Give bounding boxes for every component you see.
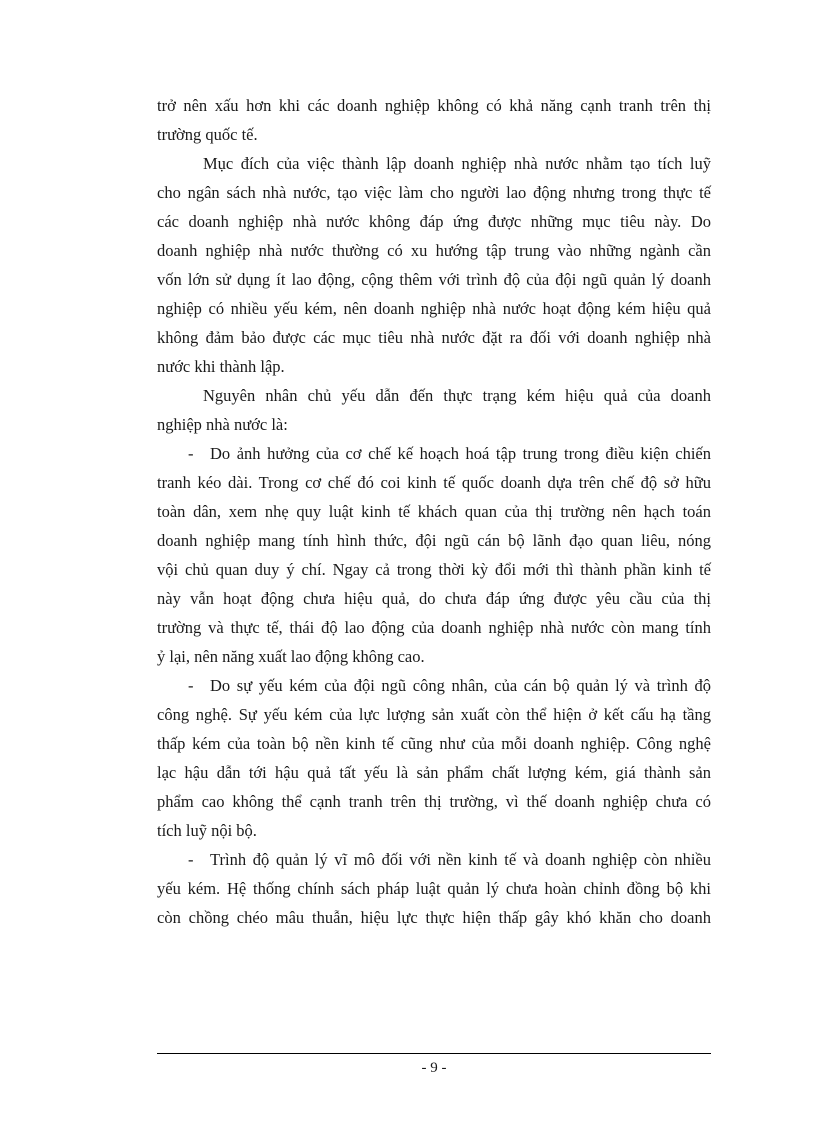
bullet-dash: -: [188, 676, 194, 695]
bullet-first-line: [157, 850, 711, 870]
text-line: nước khi thành lập.: [157, 357, 285, 376]
paragraph-causes-intro: [157, 386, 711, 435]
text-line: còn chồng chéo mâu thuẫn, hiệu lực thực hiện thấp gây khó khăn cho doanh: [157, 908, 711, 927]
text-line: vội chủ quan duy ý chí. Ngay cả trong thời kỳ đổi mới thì thành phần kinh tế: [157, 560, 711, 579]
bullet-first-line: [157, 444, 711, 464]
text-line: nghiệp nhà nước là:: [157, 415, 288, 434]
text-line: toàn dân, xem nhẹ quy luật kinh tế khách quan của thị trường nên hạch toán: [157, 502, 711, 521]
text-line: yếu kém. Hệ thống chính sách pháp luật quản lý chưa hoàn chỉnh đồng bộ khi: [157, 879, 711, 898]
text-line: này vẫn hoạt động chưa hiệu quả, do chưa đáp ứng được yêu cầu của thị: [157, 589, 711, 608]
bullet-first-line: [157, 676, 711, 696]
text-line: không đảm bảo được các mục tiêu nhà nước đặt ra đối với doanh nghiệp nhà: [157, 328, 711, 347]
text-line: ỷ lại, nên năng xuất lao động không cao.: [157, 647, 425, 666]
text-line: Nguyên nhân chủ yếu dẫn đến thực trạng kém hiệu quả của doanh: [203, 386, 711, 405]
bullet-dash: -: [188, 850, 194, 869]
text-line: tích luỹ nội bộ.: [157, 821, 257, 840]
bullet-item-macro-management: [157, 850, 711, 928]
text-line: trường và thực tế, thái độ lao động của doanh nghiệp nhà nước còn mang tính: [157, 618, 711, 637]
text-line: trường quốc tế.: [157, 125, 258, 144]
bullet-dash: -: [188, 444, 194, 463]
text-line: công nghệ. Sự yếu kém của lực lượng sản xuất còn thể hiện ở kết cấu hạ tầng: [157, 705, 711, 724]
text-line: Do ảnh hưởng của cơ chế kế hoạch hoá tập trung trong điều kiện chiến: [210, 444, 711, 463]
text-line: thấp kém của toàn bộ nền kinh tế cũng như của mỗi doanh nghiệp. Công nghệ: [157, 734, 711, 753]
text-line: doanh nghiệp nhà nước thường có xu hướng tập trung vào những ngành cần: [157, 241, 711, 260]
paragraph-continuation: [157, 96, 711, 145]
text-line: các doanh nghiệp nhà nước không đáp ứng được những mục tiêu này. Do: [157, 212, 711, 231]
page-number: - 9 -: [421, 1060, 447, 1076]
footer-divider: [157, 1053, 711, 1054]
text-line: tranh kéo dài. Trong cơ chế đó coi kinh tế quốc doanh dựa trên chế độ sở hữu: [157, 473, 711, 492]
document-page: [157, 96, 711, 937]
text-line: phẩm cao không thể cạnh tranh trên thị trường, vì thế doanh nghiệp chưa có: [157, 792, 711, 811]
text-line: Trình độ quản lý vĩ mô đối với nền kinh tế và doanh nghiệp còn nhiều: [210, 850, 711, 869]
text-line: nghiệp có nhiều yếu kém, nên doanh nghiệp nhà nước hoạt động kém hiệu quả: [157, 299, 711, 318]
text-line: lạc hậu dẫn tới hậu quả tất yếu là sản phẩm chất lượng kém, giá thành sản: [157, 763, 711, 782]
bullet-item-planning-mechanism: [157, 444, 711, 667]
text-line: doanh nghiệp mang tính hình thức, đội ngũ cán bộ lãnh đạo quan liêu, nóng: [157, 531, 711, 550]
text-line: vốn lớn sử dụng ít lao động, cộng thêm với trình độ của đội ngũ quản lý doanh: [157, 270, 711, 289]
text-line: trở nên xấu hơn khi các doanh nghiệp không có khả năng cạnh tranh trên thị: [157, 96, 711, 115]
text-line: cho ngân sách nhà nước, tạo việc làm cho người lao động nhưng trong thực tế: [157, 183, 711, 202]
bullet-item-workforce-weakness: [157, 676, 711, 841]
text-line: Mục đích của việc thành lập doanh nghiệp nhà nước nhằm tạo tích luỹ: [203, 154, 711, 173]
paragraph-purpose: [157, 154, 711, 377]
text-line: Do sự yếu kém của đội ngũ công nhân, của cán bộ quản lý và trình độ: [210, 676, 711, 695]
